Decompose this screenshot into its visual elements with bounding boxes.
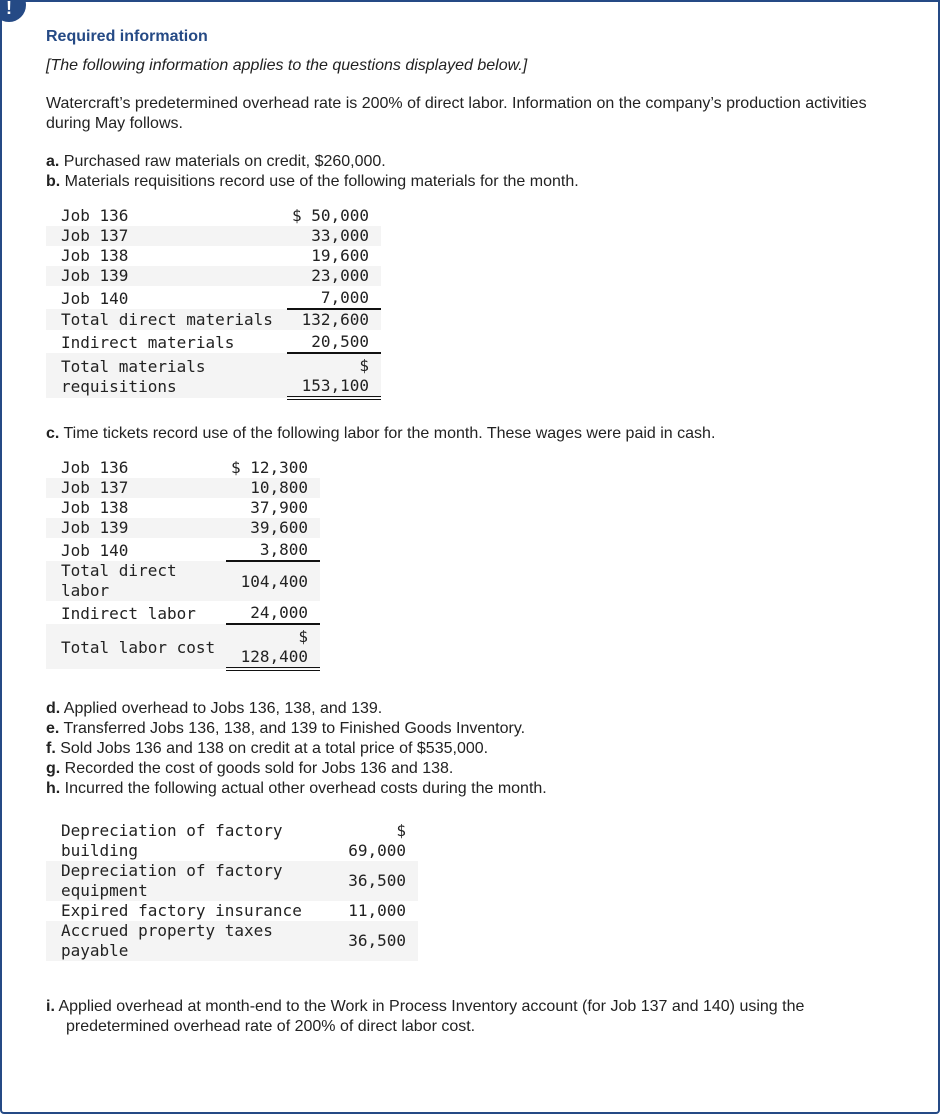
item-text: Incurred the following actual other overhead costs during the month. [60,780,547,797]
item-text: Recorded the cost of goods sold for Jobs 136 and 138. [60,760,454,777]
row-label: Total direct materials [46,309,287,330]
row-label: Job 140 [61,288,129,308]
table-row [46,624,320,669]
item-letter: f. [46,740,56,757]
table-row [46,330,381,353]
table-row [46,561,320,601]
item-i [46,997,896,1037]
table-row [46,498,320,518]
item-e [46,719,896,739]
row-label: Total materials requisitions [46,353,287,398]
table-row [46,538,320,561]
table-row [46,921,418,961]
item-letter: a. [46,153,60,170]
row-label: Job 136 [61,206,129,225]
row-amount: 24,000 [226,601,320,624]
row-amount: 11,000 [348,901,406,920]
row-label: Job 139 [46,518,226,538]
row-amount: 10,800 [226,478,320,498]
item-text: Applied overhead at month-end to the Work in Process Inventory account (for Job 137 and 140) using the predetermined overhead rate of 200% of direct labor cost. [54,998,805,1035]
row-label: Accrued property taxes payable [46,921,342,961]
row-amount: 33,000 [287,226,381,246]
row-label: Indirect materials [61,332,235,352]
table-row [46,901,418,921]
item-text: Transferred Jobs 136, 138, and 139 to Finished Goods Inventory. [59,720,526,737]
row-amount: 19,600 [311,246,369,265]
row-label: Job 138 [61,498,129,517]
item-f [46,739,896,759]
row-amount: 7,000 [287,286,381,309]
row-amount: $ 69,000 [348,821,406,860]
section-title: Required information [46,28,208,45]
item-letter: c. [46,425,60,442]
item-h [46,779,896,799]
table-row [46,266,381,286]
table-row [46,601,320,624]
row-label: Job 136 [61,458,129,477]
item-d [46,699,896,719]
item-letter: g. [46,760,61,777]
item-letter: b. [46,173,61,190]
row-amount: 36,500 [342,921,418,961]
content [46,26,896,1037]
row-label: Job 139 [46,266,287,286]
row-amount: 36,500 [342,861,418,901]
row-label: Job 140 [61,540,129,560]
row-amount: 39,600 [226,518,320,538]
table-row [46,861,418,901]
intro-note: [The following information applies to the questions displayed below.] [46,57,528,74]
labor-table [46,458,320,671]
table-row [46,518,320,538]
table-row [46,206,381,226]
item-b [46,172,896,192]
table-row [46,309,381,330]
table-row [46,458,320,478]
item-a [46,152,896,172]
row-amount: 20,500 [287,330,381,353]
item-text: Purchased raw materials on credit, $260,000. [59,153,386,170]
item-g [46,759,896,779]
materials-table [46,206,381,400]
row-amount: 3,800 [226,538,320,561]
item-text: Applied overhead to Jobs 136, 138, and 139. [60,700,383,717]
row-label: Job 137 [46,478,226,498]
item-c [46,424,896,444]
table-row [46,478,320,498]
table-row [46,246,381,266]
item-letter: i. [46,998,55,1015]
row-amount: 104,400 [226,561,320,601]
row-label: Depreciation of factory building [61,821,283,860]
item-letter: h. [46,780,61,797]
row-amount: 132,600 [287,309,381,330]
table-row [46,226,381,246]
item-text: Sold Jobs 136 and 138 on credit at a total price of $535,000. [55,740,489,757]
row-label: Total labor cost [46,624,226,669]
row-label: Total direct labor [46,561,226,601]
row-amount: $ 128,400 [226,624,320,669]
row-amount: 37,900 [250,498,308,517]
item-text: Materials requisitions record use of the following materials for the month. [60,173,579,190]
overhead-table [46,821,418,961]
item-letter: e. [46,720,60,737]
table-row [46,353,381,398]
row-label: Job 138 [61,246,129,265]
row-amount: $ 12,300 [230,458,308,477]
description: Watercraft’s predetermined overhead rate is 200% of direct labor. Information on the company’s production activities during May follows. [46,95,867,132]
alert-icon: ! [0,0,26,22]
table-row [46,821,418,861]
row-label: Indirect labor [61,603,196,623]
table-row [46,286,381,309]
item-text: Time tickets record use of the following labor for the month. These wages were paid in cash. [59,425,716,442]
row-amount: $ 50,000 [291,206,369,225]
row-label: Depreciation of factory equipment [46,861,342,901]
row-amount: $ 153,100 [287,353,381,398]
item-letter: d. [46,700,61,717]
row-label: Expired factory insurance [61,901,302,920]
row-amount: 23,000 [287,266,381,286]
row-label: Job 137 [46,226,287,246]
